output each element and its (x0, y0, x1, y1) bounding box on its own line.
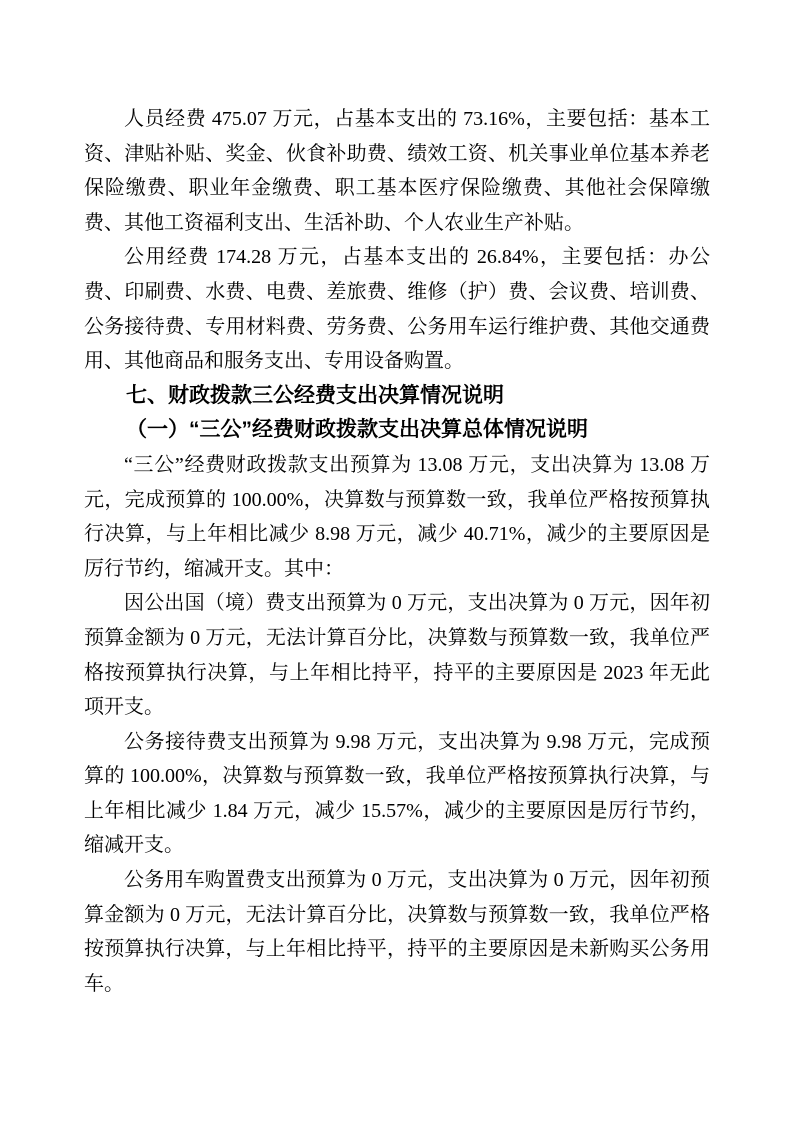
paragraph-overseas-trips-expense: 因公出国（境）费支出预算为 0 万元，支出决算为 0 万元，因年初预算金额为 0 万元，无法计算百分比，决算数与预算数一致，我单位严格按预算执行决算，与上年相比持平，持平的主要原因是 2023 年无此项开支。 (84, 592, 710, 719)
subsection-heading-one-overall-situation: （一）“三公”经费财政拨款支出决算总体情况说明 (126, 418, 588, 442)
paragraph-official-reception-expense: 公务接待费支出预算为 9.98 万元，支出决算为 9.98 万元，完成预算的 100.00%，决算数与预算数一致，我单位严格按预算执行决算，与上年相比减少 1.84 万元，减少 15.57%，减少的主要原因是厉行节约，缩减开支。 (84, 730, 710, 857)
paragraph-three-public-funds-overview: “三公”经费财政拨款支出预算为 13.08 万元，支出决算为 13.08 万元，完成预算的 100.00%，决算数与预算数一致，我单位严格按预算执行决算，与上年相比减少 8.98 万元，减少 40.71%，减少的主要原因是厉行节约，缩减开支。其中： (84, 453, 710, 580)
section-heading-seven-three-public-funds: 七、财政拨款三公经费支出决算情况说明 (126, 383, 504, 407)
paragraph-personnel-expenses: 人员经费 475.07 万元，占基本支出的 73.16%，主要包括：基本工资、津贴补贴、奖金、伙食补助费、绩效工资、机关事业单位基本养老保险缴费、职业年金缴费、职工基本医疗保险缴费、其他社会保障缴费、其他工资福利支出、生活补助、个人农业生产补贴。 (84, 108, 710, 234)
paragraph-official-vehicle-purchase-expense: 公务用车购置费支出预算为 0 万元，支出决算为 0 万元，因年初预算金额为 0 万元，无法计算百分比，决算数与预算数一致，我单位严格按预算执行决算，与上年相比持平，持平的主要原因是未新购买公务用车。 (84, 869, 710, 995)
paragraph-public-utility-expenses: 公用经费 174.28 万元，占基本支出的 26.84%，主要包括：办公费、印刷费、水费、电费、差旅费、维修（护）费、会议费、培训费、公务接待费、专用材料费、劳务费、公务用车运行维护费、其他交通费用、其他商品和服务支出、专用设备购置。 (84, 246, 710, 373)
